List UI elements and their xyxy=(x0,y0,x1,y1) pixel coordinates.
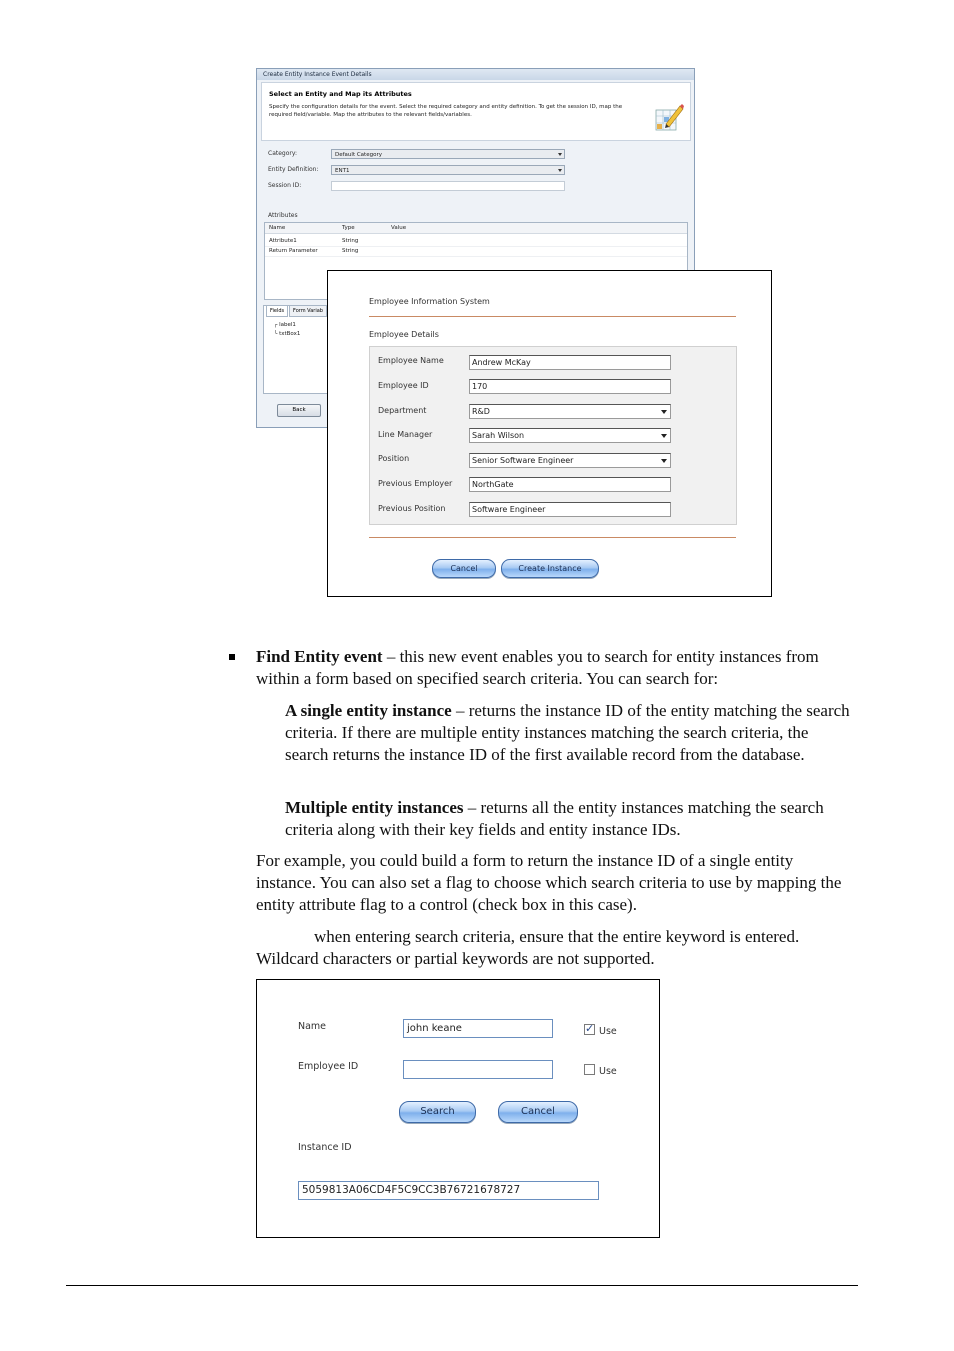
multi-instance-title: Multiple entity instances xyxy=(285,798,464,817)
instance-id-input[interactable] xyxy=(298,1181,599,1200)
divider xyxy=(369,316,736,317)
attribute-type: String xyxy=(342,248,359,254)
bullet-icon xyxy=(229,654,235,660)
attribute-name: Attribute1 xyxy=(269,238,297,244)
search-form-window xyxy=(256,979,660,1238)
find-entity-paragraph xyxy=(256,646,856,690)
chevron-down-icon xyxy=(558,153,562,156)
line-manager-select[interactable] xyxy=(469,428,671,443)
employee-id-label: Employee ID xyxy=(298,1061,359,1072)
name-use-checkbox[interactable] xyxy=(584,1024,595,1035)
category-select[interactable] xyxy=(331,149,565,159)
tree-item-label: txtBox1 xyxy=(279,331,301,337)
previous-employer-value: NorthGate xyxy=(472,480,514,489)
chevron-down-icon xyxy=(661,434,667,438)
cancel-button[interactable]: Cancel xyxy=(498,1101,578,1123)
table-row[interactable] xyxy=(265,246,687,257)
position-select[interactable] xyxy=(469,453,671,468)
previous-employer-label: Previous Employer xyxy=(378,479,453,488)
name-value: john keane xyxy=(407,1023,462,1034)
chevron-down-icon xyxy=(661,459,667,463)
employee-id-input[interactable] xyxy=(469,379,671,394)
category-value: Default Category xyxy=(335,152,382,158)
attribute-type: String xyxy=(342,238,359,244)
employee-name-value: Andrew McKay xyxy=(472,358,531,367)
session-id-input[interactable] xyxy=(331,181,565,191)
previous-position-input[interactable] xyxy=(469,502,671,517)
position-value: Senior Software Engineer xyxy=(472,456,574,465)
single-instance-paragraph xyxy=(285,700,855,766)
column-header-value[interactable]: Value xyxy=(391,225,407,231)
tree-item[interactable]: ┌ label1 xyxy=(274,322,296,328)
entity-definition-select[interactable] xyxy=(331,165,565,175)
pencil-grid-icon xyxy=(654,102,684,132)
employee-id-input[interactable] xyxy=(403,1060,553,1079)
employee-name-input[interactable] xyxy=(469,355,671,370)
find-entity-body: – this new event enables you to search for entity instances from within a form based on specified search criteria. You can search for: xyxy=(256,647,819,688)
wizard-header-title: Select an Entity and Map its Attributes xyxy=(269,90,412,98)
department-select[interactable] xyxy=(469,404,671,419)
name-input[interactable] xyxy=(403,1019,553,1038)
employee-details-panel xyxy=(369,346,737,525)
line-manager-label: Line Manager xyxy=(378,430,433,439)
multi-instance-body: – returns all the entity instances matching the search criteria along with their key fields and entity instance IDs. xyxy=(285,798,824,839)
footer-divider xyxy=(66,1285,858,1286)
wizard-header-description: Specify the configuration details for the event. Select the required category and entity definition. To get the session ID, map the required field/variable. Map the attributes to the relevant fields/variables. xyxy=(269,104,623,118)
entity-definition-label: Entity Definition: xyxy=(268,166,319,173)
position-label: Position xyxy=(378,454,410,463)
divider xyxy=(369,537,736,538)
entity-definition-value: ENT1 xyxy=(335,168,350,174)
employee-form-window xyxy=(327,270,772,597)
tab-fields[interactable]: Fields xyxy=(266,305,288,317)
attributes-label: Attributes xyxy=(268,212,298,219)
grid-header-row xyxy=(265,223,687,234)
section-title: Employee Details xyxy=(369,330,439,339)
department-label: Department xyxy=(378,406,427,415)
line-manager-value: Sarah Wilson xyxy=(472,431,525,440)
instance-id-value: 5059813A06CD4F5C9CC3B76721678727 xyxy=(302,1184,521,1196)
attribute-name: Return Parameter xyxy=(269,248,318,254)
column-header-type[interactable]: Type xyxy=(342,225,355,231)
create-instance-button[interactable]: Create Instance xyxy=(501,559,599,578)
tab-form-variables[interactable]: Form Variab xyxy=(289,305,327,317)
name-label: Name xyxy=(298,1021,327,1032)
previous-position-value: Software Engineer xyxy=(472,505,546,514)
wizard-title-bar: Create Entity Instance Event Details xyxy=(257,69,694,80)
single-instance-body: – returns the instance ID of the entity matching the search criteria. If there are multiple entity instances matching the search criteria, the search returns the instance ID of the first available record from the database. xyxy=(285,701,850,764)
employee-id-label: Employee ID xyxy=(378,381,429,390)
wizard-header xyxy=(261,82,691,141)
employee-id-value: 170 xyxy=(472,382,488,391)
chevron-down-icon xyxy=(661,410,667,414)
tree-item[interactable]: └ txtBox1 xyxy=(274,331,301,337)
previous-position-label: Previous Position xyxy=(378,504,446,513)
note-paragraph: when entering search criteria, ensure that the entire keyword is entered. Wildcard characters or partial keywords are not supported. xyxy=(256,927,800,968)
instance-id-label: Instance ID xyxy=(298,1142,352,1153)
single-instance-title: A single entity instance xyxy=(285,701,452,720)
column-header-name[interactable]: Name xyxy=(269,225,286,231)
use-label: Use xyxy=(599,1066,617,1077)
back-button[interactable]: Back xyxy=(277,404,321,417)
chevron-down-icon xyxy=(558,169,562,172)
department-value: R&D xyxy=(472,407,490,416)
category-label: Category: xyxy=(268,150,297,157)
tree-item-label: label1 xyxy=(279,322,296,328)
employee-name-label: Employee Name xyxy=(378,356,444,365)
find-entity-title: Find Entity event xyxy=(256,647,383,666)
session-id-label: Session ID: xyxy=(268,182,302,189)
search-button[interactable]: Search xyxy=(399,1101,476,1123)
previous-employer-input[interactable] xyxy=(469,477,671,492)
cancel-button[interactable]: Cancel xyxy=(432,559,496,578)
use-label: Use xyxy=(599,1026,617,1037)
system-title: Employee Information System xyxy=(369,297,490,306)
multi-instance-paragraph xyxy=(285,797,855,841)
example-paragraph: For example, you could build a form to return the instance ID of a single entity instance. You can also set a flag to choose which search criteria to use by mapping the entity attribute flag to a control (check box in this case). xyxy=(256,851,842,914)
employee-id-use-checkbox[interactable] xyxy=(584,1064,595,1075)
